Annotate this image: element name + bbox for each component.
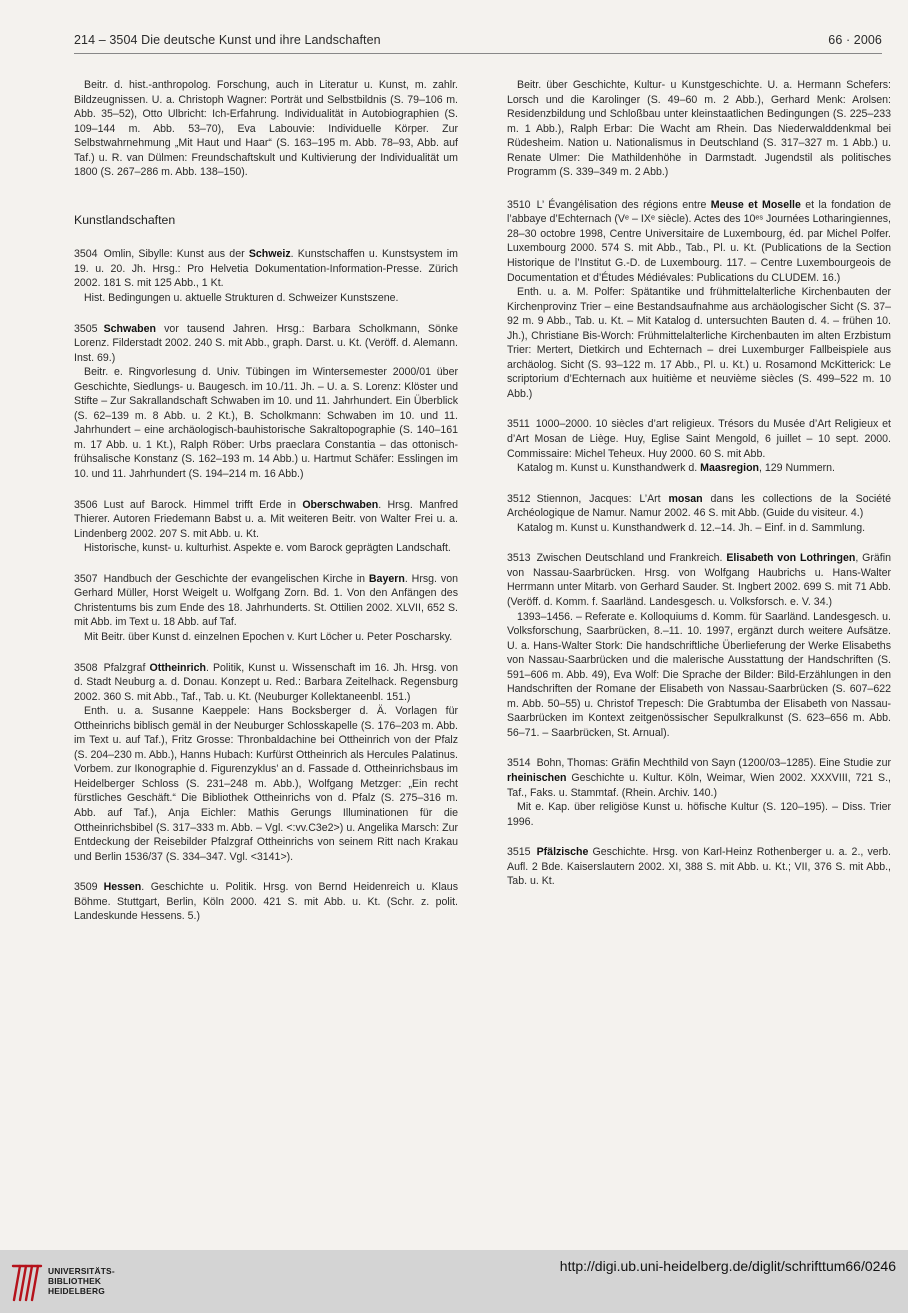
entry-annotation: Katalog m. Kunst u. Kunsthandwerk d. 12.–14. Jh. – Einf. in d. Sammlung.	[517, 521, 866, 534]
entry-text: Pfalzgraf	[103, 661, 150, 674]
entry-number: 3510	[507, 198, 531, 211]
entry-text: . Politik, Kunst u. Wissenschaft im 16. Jh. Hrsg. von d. Stadt Neuburg a. d. Donau. Konzept u. Red.: Barbara Zeitelhack. Regensburg 2002. 360 S. mit Abb., Taf., Tab. u. Kt. (Neuburger Kollektaneenbl. 151.)	[74, 661, 459, 703]
bibliography-entry	[507, 845, 891, 889]
left-column	[74, 78, 458, 924]
bibliography-entry	[507, 551, 891, 740]
entry-text: dans les collections de la Société Archéologique de Namur. Namur 2002. 46 S. mit Abb. (Guide du visiteur. 4.)	[507, 492, 891, 520]
entry-text: Omlin, Sibylle: Kunst aus der	[103, 248, 249, 261]
entry-text: Bohn, Thomas: Gräfin Mechthild von Sayn (1200/03–1285). Eine Studie zur	[536, 757, 891, 770]
entry-text: Katalog m. Kunst u. Kunsthandwerk d.	[517, 462, 701, 475]
running-head-left: 214 – 3504 Die deutsche Kunst und ihre Landschaften	[74, 33, 381, 47]
entry-keyword: Schwaben	[103, 322, 156, 335]
intro-paragraph: Beitr. d. hist.-anthropolog. Forschung, auch in Literatur u. Kunst, m. zahlr. Bildzeugnissen. U. a. Christoph Wagner: Porträt und Selbstbildnis (S. 79–106 m. Abb. 35–52), Otto Ulbricht: Ich-Erfahrung. Individualität in Autobiographien (S. 109–144 m. Abb. 53–70), Eva Labouvie: Individuelle Körper. Zur Selbstwahrnehmung „Mit Haut und Haar“ (S. 163–195 m. Abb. 78–93, Abb. auf Taf.) u. R. van Dülmen: Freundschaftskult und Kultivierung der Individualität um 1800 (S. 267–286 m. Abb. 138–150).	[74, 79, 458, 179]
entry-keyword: Elisabeth von Lothringen	[726, 552, 856, 565]
entry-text: Zwischen Deutschland und Frankreich.	[536, 552, 727, 565]
entry-number: 3505	[74, 322, 98, 335]
bibliography-entry	[74, 572, 458, 645]
bibliography-entry	[74, 880, 458, 924]
entry-number: 3507	[74, 572, 98, 585]
entry-annotation	[507, 461, 891, 476]
entry-keyword: Bayern	[368, 572, 405, 585]
entry-annotation: 1393–1456. – Referate e. Kolloquiums d. Komm. für Saarländ. Landesgesch. u. Volksforschung, Saarbrücken, 8.–11. 10. 1997, ergänzt durch weitere Aufsätze. U. a. Hans-Walter Stork: Die handschriftliche Überlieferung der Werke Elisabeths von Nassau-Saarbrücken und die malerische Ausstattung der Handschriften (S. 591–606 m. Abb. 49), Eva Wolf: Die Sprache der Bilder: Bild-Erzählungen in den Handschriften der Romane der Elisabeth von Nassau-Saarbrücken (S. 607–622 m. Abb. 50–55) u. Christof Trepesch: Die Grabtumba der Elisabeth von Nassau-Saarbrücken im Kontext zeitgenössischer Sepulkralkunst (S. 623–656 m. Abb. 56–71. – Saarbrücken, St. Arnual).	[507, 610, 891, 739]
intro-paragraph: Beitr. über Geschichte, Kultur- u Kunstgeschichte. U. a. Hermann Schefers: Lorsch und die Karolinger (S. 49–60 m. 2 Abb.), Gerhard Menk: Arolsen: Residenzbildung und Schloßbau unter kleinstaatlichen Bedingungen (S. 225–233 m. 1 Abb.), Ralph Erbar: Die Wacht am Rhein. Das Niederwalddenkmal bei Rüdesheim. Nation u. Nationalismus in Deutschland (S. 317–327 m. 1 Abb.) u. Renate Ulmer: Die Mathildenhöhe in Darmstadt. Jugendstil als politisches Programm (S. 339–349 m. 2 Abb.)	[507, 79, 891, 179]
entry-annotation: Mit Beitr. über Kunst d. einzelnen Epochen v. Kurt Löcher u. Peter Poscharsky.	[84, 630, 453, 643]
entry-keyword: Hessen	[103, 881, 142, 894]
entry-text: 1000–2000. 10 siècles d’art religieux. Trésors du Musée d’Art Religieux et d’Art Mosan de Liège. Huy, Eglise Saint Mengold, 6 juillet – 10 sept. 2000. Commissaire: Michel Teheux. Huy 2000. 60 S. mit Abb.	[507, 418, 891, 460]
entry-annotation: Enth. u. a. M. Polfer: Spätantike und frühmittelalterliche Kirchenbauten der Kirchenprovinz Trier – eine Bestandsaufnahme aus archäologischer Sicht (S. 37–92 m. 9 Abb., Tab. u. Kt. – Mit Katalog d. untersuchten Bauten d. 4. – frühen 10. Jh.), Christiane Bis-Worch: Frühmittelalterliche Kirchenbauten im alten Erzbistum Trier: Mertert, Dietkirch und Echternach – drei Luxemburger Fallbeispiele aus archäolog. Sicht (S. 93–122 m. 17 Abb., Pl. u. Kt.) u. Rosamond McKitterick: Le scriptorium d’Echternach aux huitième et neuvième siècles (S. 499–522 m. 10 Abb.)	[507, 286, 891, 400]
library-emblem-icon	[10, 1260, 44, 1304]
entry-annotation: Hist. Bedingungen u. aktuelle Strukturen d. Schweizer Kunstszene.	[84, 292, 399, 305]
entry-annotation: Beitr. e. Ringvorlesung d. Univ. Tübingen im Wintersemester 2000/01 über Geschichte, Siedlungs- u. Baugesch. im 10./11. Jh. – U. a. S. Lorenz: Klöster und Stifte – Zur Sakrallandschaft Schwaben im 10. und 11. Jahrhundert. Ein Überblick (S. 62–139 m. 8 Abb. u. 2 Kt.), B. Scholkmann: Schwaben im 10. und 11. Jahrhundert – eine archäologisch-bauhistorische Sakraltopographie (S. 140–161 m. 17 Abb. u. 1 Kt.), Ralph Röber: Urbs praeclara Constantia – das ottonisch-frühsalische Konstanz (S. 162–193 m. 14 Abb.) u. Hartmut Schäfer: Esslingen im 10. und 11. Jahrhundert (S. 194–214 m. 16 Abb.)	[74, 366, 458, 481]
running-head-right: 66 · 2006	[828, 33, 882, 47]
bibliography-entry	[507, 492, 891, 536]
bibliography-entry	[507, 417, 891, 475]
entry-annotation: Mit e. Kap. über religiöse Kunst u. höfische Kultur (S. 120–195). – Diss. Trier 1996.	[507, 801, 891, 828]
section-heading: Kunstlandschaften	[74, 212, 176, 227]
entry-keyword: mosan	[668, 492, 703, 505]
entry-text: Geschichte. Hrsg. von Karl-Heinz Rothenberger u. a. 2., verb. Aufl. 2 Bde. Kaiserslautern 2002. XI, 388 S. mit Abb. u. Kt.; VII, 376 S. mit Abb., Tab. u. Kt.	[507, 846, 891, 888]
entry-keyword: Schweiz	[248, 248, 291, 261]
library-name	[48, 1266, 115, 1297]
source-url[interactable]: http://digi.ub.uni-heidelberg.de/diglit/schrifttum66/0246	[559, 1258, 896, 1274]
footer-bar	[0, 1250, 908, 1313]
entry-keyword: Meuse et Moselle	[710, 198, 801, 211]
bibliography-entry	[507, 756, 891, 829]
bibliography-entry	[74, 498, 458, 556]
header-rule	[74, 53, 882, 54]
entry-number: 3504	[74, 248, 98, 261]
entry-text: Lust auf Barock. Himmel trifft Erde in	[103, 498, 303, 511]
entry-text: et la fondation de l’abbaye d’Echternach (Vᵉ – IXᵉ siècle). Actes des 10ᵉˢ Journées Lotharingiennes, 28–30 octobre 1998, Centre Universitaire de Luxembourg, éd. par Michel Polfer. Luxembourg 2000. 574 S. mit Abb., Tab., Pl. u. Kt. (Publications de la Section Historique de l’Institut G.-D. de Luxembourg. 117. – Centre Luxembourgeois de Documentation et d’Études Médiévales: Publications du CLUDEM. 16.)	[507, 198, 891, 284]
entry-text: . Geschichte u. Politik. Hrsg. von Bernd Heidenreich u. Klaus Böhme. Stuttgart, Berlin, Köln 2000. 421 S. mit Abb. u. Kt. (Schr. z. polit. Landeskunde Hessens. 5.)	[74, 881, 458, 923]
entry-text: vor tausend Jahren. Hrsg.: Barbara Scholkmann, Sönke Lorenz. Filderstadt 2002. 240 S. mit Abb., graph. Darst. u. Kt. (Veröff. d. Alemann. Inst. 69.)	[74, 322, 458, 364]
entry-keyword: rheinischen	[507, 771, 567, 784]
library-logo[interactable]	[10, 1260, 120, 1304]
right-column	[507, 78, 891, 889]
entry-text: Handbuch der Geschichte der evangelischen Kirche in	[103, 572, 369, 585]
entry-text: . Kunstschaffen u. Kunstsystem im 19. u. 20. Jh. Hrsg.: Pro Helvetia Dokumentation-Information-Presse. Zürich 2002. 181 S. mit 125 Abb., 1 Kt.	[74, 248, 458, 290]
entry-number: 3508	[74, 661, 98, 674]
entry-number: 3514	[507, 757, 531, 770]
entry-number: 3515	[507, 846, 531, 859]
entry-text: , Gräfin von Nassau-Saarbrücken. Hrsg. von Wolfgang Haubrichs u. Hans-Walter Herrmann unter Mitarb. von Gerhard Sauder. St. Ingbert 2002. 699 S. mit 71 Abb. (Veröff. d. Komm. f. Saarländ. Landesgesch. u. Volksforsch. e. V. 34.)	[507, 552, 891, 608]
bibliography-entry	[74, 322, 458, 482]
entry-keyword: Ottheinrich	[149, 661, 206, 674]
library-name-line: UNIVERSITÄTS-	[48, 1266, 115, 1276]
entry-annotation: Enth. u. a. Susanne Kaeppele: Hans Bocksberger d. Ä. Vorlagen für Ottheinrichs biblisch gemäl in der Neuburger Schlosskapelle (S. 176–203 m. Abb. im Text u. auf Taf.), Fritz Grosse: Thronbaldachine bei Ottheinrich von der Pfalz (S. 204–230 m. Abb.), Hanns Hubach: Kurfürst Ottheinrich als Hercules Palatinus. Vorbem. zur Ikonographie d. Figurenzyklus’ an d. Fassade d. Ottheinrichsbaus im Heidelberger Schloss (S. 231–248 m. Abb.), Wolfgang Metzger: „Ein recht fürstliches Geschäft.“ Die Bibliothek Ottheinrichs von d. Pfalz (S. 275–316 m. Abb. auf Taf.), Anja Eichler: Mathis Gerungs Illuminationen für die Ottheinrichsbibel (S. 317–333 m. Abb. – Vgl. <:vv.C3e2>) u. Angelika Marsch: Zur Entdeckung der Reisebilder Pfalzgraf Ottheinrichs von seinem Ritt nach Krakau und Berlin 1536/37 (S. 334–347. Vgl. <3141>).	[74, 705, 458, 863]
entry-number: 3512	[507, 492, 531, 505]
bibliography-entry	[507, 198, 891, 402]
entry-text: Geschichte u. Kultur. Köln, Weimar, Wien 2002. XXXVIII, 721 S., Taf., Faks. u. Stammtaf. (Rhein. Archiv. 140.)	[507, 771, 891, 799]
entry-keyword: Oberschwaben	[302, 498, 379, 511]
entry-keyword: Pfälzische	[536, 846, 589, 859]
entry-number: 3511	[507, 418, 530, 431]
entry-text: , 129 Nummern.	[759, 462, 835, 475]
entry-number: 3509	[74, 881, 98, 894]
library-name-line: BIBLIOTHEK	[48, 1276, 102, 1287]
library-name-line: HEIDELBERG	[48, 1286, 105, 1297]
entry-number: 3506	[74, 498, 98, 511]
entry-text: Stiennon, Jacques: L’Art	[536, 492, 669, 505]
bibliography-entry	[74, 247, 458, 305]
entry-keyword: Maasregion	[700, 462, 760, 475]
entry-number: 3513	[507, 552, 531, 565]
entry-text: . Hrsg. von Gerhard Müller, Horst Weigelt u. Wolfgang Zorn. Bd. 1. Von den Anfängen des Christentums bis zum Ende des 18. Jahrhunderts. St. Ottilien 2002. XLVII, 652 S. mit Abb. im Text u. 18 Abb. auf Taf.	[74, 572, 458, 629]
bibliography-entry	[74, 661, 458, 865]
entry-text: . Hrsg. Manfred Thierer. Autoren Friedemann Babst u. a. Mit weiteren Beitr. von Walter Frei u. a. Lindenberg 2002. 207 S. mit Abb. u. Kt.	[74, 498, 458, 540]
entry-annotation: Historische, kunst- u. kulturhist. Aspekte e. vom Barock geprägten Landschaft.	[84, 542, 451, 555]
entry-text: L’ Évangélisation des régions entre	[536, 198, 711, 211]
